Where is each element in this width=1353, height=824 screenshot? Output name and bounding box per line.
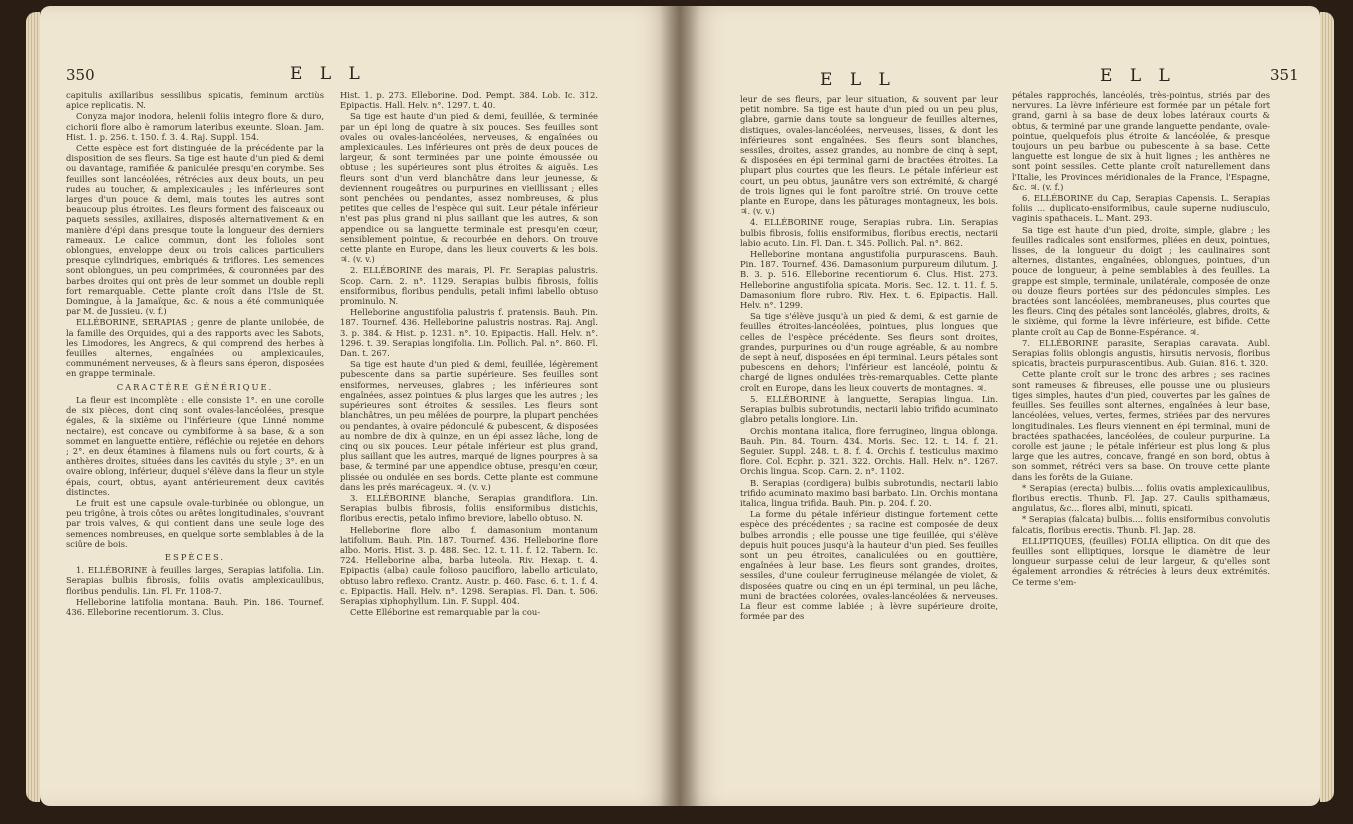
paragraph: Conyza major inodora, helenii foliis integro flore & duro, cichorii flore albo è ramorum lateribus exeunte. Sloan. Jam. Hist. 1. p. 256. t. 150. f. 3. 4. Raj. Suppl. 154.: [66, 111, 324, 142]
paragraph: capitulis axillaribus sessilibus spicatis, feminum arctiùs apice replicatis. N.: [66, 90, 324, 111]
paragraph: Helleborine montana angustifolia purpurascens. Bauh. Pin. 187. Tournef. 436. Damasonium purpureum dilutum. J. B. 3. p. 516. Elleborine recentiorum 6. Clus. Hist. 273. Helleborine angustifolia spicata. Moris. Sec. 12. t. 11. f. 5. Damasonium flore rubro. Riv. Hex. t. 6. Epipactis. Hall. Helv. n°. 1299.: [740, 249, 998, 311]
paragraph: Helleborine latifolia montana. Bauh. Pin. 186. Tournef. 436. Elleborine recentiorum. 3. Clus.: [66, 596, 324, 617]
paragraph: Sa tige est haute d'un pied & demi, feuillée, légèrement pubescente dans sa partie supérieure. Ses feuilles sont ensiformes, nerveuses, glabres ; les inférieures sont engaînées, assez pointues & plus larges que les autres ; les supérieures sont étroites & sessiles. Les fleurs sont blanchâtres, un peu mêlées de pourpre, la plupart penchées ou pendantes, à ovaire pédonculé & pubescent, & disposées au nombre de dix à quinze, en un épi assez lâche, long de cinq ou six pouces. Leur pétale inférieur est plus grand, plus saillant que les autres, marqué de lignes pourpres à sa base, & terminé par une appendice obtuse, presqu'en cœur, plissée ou ondulée en ses bords. Cette plante est commune dans les prés marécageux. ♃. (v. v.): [340, 359, 598, 492]
paragraph: Helleborine angustifolia palustris f. pratensis. Bauh. Pin. 187. Tournef. 436. Helleborine palustris nostras. Raj. Angl. 3. p. 384. & Hist. p. 1231. n°. 10. Epipactis. Hall. Helv. n°. 1296. t. 39. Serapias longifolia. Lin. Pollich. Pal. n°. 860. Fl. Dan. t. 267.: [340, 307, 598, 359]
book-gutter: [660, 6, 700, 806]
species-entry: 1. ELLÉBORINE à feuilles larges, Serapias latifolia. Lin. Serapias bulbis fibrosis, foliis ovatis amplexicaulibus, floribus pendulis. Lin. Fl. Fr. 1108-7.: [66, 565, 324, 596]
section-heading: CARACTÈRE GÉNÉRIQUE.: [116, 381, 274, 392]
paragraph: Helleborine flore albo f. damasonium montanum latifolium. Bauh. Pin. 187. Tournef. 436. Helleborine flore albo. Moris. Hist. 3. p. 488. Sec. 12. t. 11. f. 12. Tabern. Ic. 724. Helleborine alba, barba luteola. Riv. Hexap. t. 4. Epipactis (alba) caule folioso paucifloro, labello articulato, obtuso labro reflexo. Crantz. Austr. p. 460. Fasc. 6. t. 1. f. 4. c. Epipactis. Hall. Helv. n°. 1298. Serapias. Fl. Dan. t. 506. Serapias xiphophyllum. Lin. F. Suppl. 404.: [340, 524, 598, 606]
species-entry: 4. ELLÉBORINE rouge, Serapias rubra. Lin. Serapias bulbis fibrosis, foliis ensiformibus, floribus erectis, nectarii labio acuto. Lin. Fl. Dan. t. 345. Pollich. Pal. n°. 862.: [740, 217, 998, 248]
page-number-left: 350: [66, 66, 95, 84]
paragraph: Cette Elléborine est remarquable par la cou-: [350, 607, 541, 618]
running-head-left: E L L: [290, 64, 366, 84]
section-heading: ESPÈCES.: [164, 551, 226, 562]
right-column-1: [740, 94, 998, 794]
paragraph: Hist. 1. p. 273. Elleborine. Dod. Pempt. 384. Lob. Ic. 312. Epipactis. Hall. Helv. n°. 1297. t. 40.: [340, 90, 598, 111]
paragraph: La forme du pétale inférieur distingue fortement cette espèce des précédentes ; sa racine est composée de deux bulbes arrondis ; elle pousse une tige feuillée, qui s'élève depuis huit pouces jusqu'à la hauteur d'un pied. Ses feuilles sont un peu étroites, canaliculées ou en gouttière, engaînées à leur base. Les fleurs sont grandes, droites, sessiles, d'une couleur ferrugineuse mélangée de violet, & disposées quatre ou cinq en un épi terminal, un peu lâche, muni de bractées colorées, ovales-lancéolées & nerveuses. La fleur est comme labiée ; à lèvre supérieure droite, formée par des: [740, 509, 998, 622]
species-entry: 7. ELLÉBORINE parasite, Serapias caravata. Aubl. Serapias foliis oblongis angustis, hirsutis nervosis, floribus spicatis, bracteis purpurascentibus. Aub. Guian. 816. t. 320.: [1012, 337, 1270, 369]
paragraph: Sa tige est haute d'un pied & demi, feuillée, & terminée par un épi long de quatre à six pouces. Ses feuilles sont ovales ou ovales-lancéolées, nerveuses, & engaînées ou amplexicaules. Les inférieures ont près de deux pouces de largeur, & sont terminées par une pointe émoussée ou obtuse ; les supérieures sont plus étroites & aiguës. Les fleurs sont d'un verd blanchâtre dans leur jeunesse, & deviennent rougeâtres ou purpurines en vieillissant ; elles sont penchées ou pendantes, assez nombreuses, & plus petites que celles de l'espèce qui suit. Leur pétale inférieur n'est pas plus grand ni plus saillant que les autres, & son appendice ou sa languette terminale est presqu'en cœur, sensiblement pointue, & recourbée en dehors. On trouve cette plante en Europe, dans les lieux couverts & les bois. ♃. (v. v.): [340, 111, 598, 265]
paragraph: pétales rapprochés, lancéolés, très-pointus, striés par des nervures. La lèvre inférieure est formée par un pétale fort grand, garni à sa base de deux lobes latéraux courts & obtus, & terminé par une grande languette pendante, ovale-pointue, quelquefois plus étroite & lancéolée, & presque toujours un peu barbue ou pubescente à sa base. Cette languette est longue de six à huit lignes ; les anthères ne sont point sessiles. Cette plante croît naturellement dans l'Italie, les Provinces méridionales de la France, l'Espagne, &c. ♃. (v. f.): [1012, 90, 1270, 192]
paragraph: Sa tige s'élève jusqu'à un pied & demi, & est garnie de feuilles étroites-lancéolées, pointues, plus longues que celles de l'espèce précédente. Ses fleurs sont droites, grandes, purpurines ou d'un rouge agréable, & au nombre de sept à neuf, disposées en épi terminal. Leurs pétales sont pubescens en dehors; l'inférieur est lancéolé, pointu & chargé de lignes ondulées très-remarquables. Cette plante croît en Europe, dans les lieux couverts de montagnes. ♃.: [740, 311, 998, 393]
species-entry: 6. ELLÉBORINE du Cap, Serapias Capensis. L. Serapias foliis ... duplicato-ensiformibus, caule superne nudiusculo, vaginis spathaceis. L. Mant. 293.: [1012, 193, 1270, 224]
paragraph: Orchis montana italica, flore ferrugineo, lingua oblonga. Bauh. Pin. 84. Tourn. 434. Moris. Sec. 12. t. 14. f. 21. Seguier. Suppl. 248. t. 8. f. 4. Orchis f. testiculus maximo flore. Col. Ecphr. p. 321. 322. Orchis. Hall. Helv. n°. 1267. Orchis lingua. Scop. Carn. 2. n°. 1102.: [740, 425, 998, 477]
paragraph: * Serapias (falcata) bulbis.... foliis ensiformibus convolutis falcatis, floribus erectis. Thunb. Fl. Jap. 28.: [1012, 514, 1270, 535]
left-column-1: [66, 90, 324, 790]
species-entry: 3. ELLÉBORINE blanche, Serapias grandiflora. Lin. Serapias bulbis fibrosis, foliis ensiformibus distichis, floribus erectis, petalo infimo breviore, labello obtuso. N.: [340, 492, 598, 524]
paragraph: Cette espèce est fort distinguée de la précédente par la disposition de ses fleurs. Sa tige est haute d'un pied & demi ou davantage, ramifiée & paniculée presqu'en corymbe. Ses feuilles sont lancéolées, rétrécies aux deux bouts, un peu rudes au toucher, & amplexicaules ; les inférieures sont larges d'un pouce & demi, mais toutes les autres sont beaucoup plus étroites. Les fleurs forment des faisceaux ou paquets sessiles, axillaires, disposés alternativement & en manière d'épi dans presque toute la longueur des derniers rameaux. Le calice commun, dont les folioles sont oblongues, enveloppe deux ou trois calices particuliers presque cylindriques, embriqués & triflores. Les semences sont oblongues, un peu comprimées, & couronnées par des barbes droites qui ont près de leur sommet un double repli fort remarquable. Cette plante croît dans l'Isle de St. Domingue, à la Jamaïque, &c. & nous a été communiquée par M. de Jussieu. (v. f.): [66, 143, 324, 317]
species-entry: 5. ELLÉBORINE à languette, Serapias lingua. Lin. Serapias bulbis subrotundis, nectarii labio trifido acuminato glabro petalis longiore. Lin.: [740, 393, 998, 425]
paragraph: Sa tige est haute d'un pied, droite, simple, glabre ; les feuilles radicales sont ensiformes, pliées en deux, pointues, lisses, de la longueur du doigt ; les caulinaires sont alternes, distantes, engaînées, oblongues, pointues, d'un pouce de longueur, à peine semblables à des feuilles. La grappe est simple, terminale, unilatérale, composée de onze ou douze fleurs portées sur des pédoncules simples. Les bractées sont lancéolées, membraneuses, plus courtes que les fleurs. Cinq des pétales sont lancéolés, glabres, droits, & le sixième, qui forme la lèvre inférieure, est bifide. Cette plante croît au Cap de Bonne-Espérance. ♃.: [1012, 224, 1270, 337]
paragraph: * Serapias (erecta) bulbis.... foliis ovatis amplexicaulibus, floribus erectis. Thunb. Fl. Jap. 27. Caulis spithamæus, angulatus, &c... flores albi, minuti, spicati.: [1012, 482, 1270, 514]
entry-ellipitiques: ELLIPTIQUES, (feuilles) FOLIA elliptica. On dit que des feuilles sont elliptiques, lorsque le diamètre de leur longueur surpasse celui de leur largeur, & qu'elles sont également arrondies & rétrécies à leurs deux extrémités. Ce terme s'em-: [1012, 535, 1270, 587]
page-number-right: 351: [1270, 66, 1299, 84]
paragraph: Cette plante croît sur le tronc des arbres ; ses racines sont rameuses & fibreuses, elle pousse une ou plusieurs tiges simples, hautes d'un pied, couvertes par les gaînes de feuilles. Ses feuilles sont alternes, engaînées à leur base, lancéolées, velues, vertes, fermes, striées par des nervures longitudinales. Les fleurs viennent en épi terminal, muni de bractées spathacées, lancéolées, de couleur purpurine. La corolle est jaune ; le pétale inférieur est plus long & plus large que les autres, concave, frangé en son bord, obtus à son sommet, rétréci vers sa base. On trouve cette plante dans les forêts de la Guiane.: [1012, 369, 1270, 482]
page-edges-right: [1320, 12, 1334, 802]
paragraph: Le fruit est une capsule ovale-turbinée ou oblongue, un peu trigône, à trois côtes ou arêtes longitudinales, s'ouvrant par trois valves, & qui contient dans une seule loge des semences nombreuses, en quelque sorte semblables à de la sciûre de bois.: [66, 497, 324, 549]
running-head-right-1: E L L: [820, 70, 896, 90]
page-edges-left: [26, 12, 40, 802]
left-page: [40, 6, 680, 806]
paragraph: La fleur est incomplète : elle consiste 1°. en une corolle de six pièces, dont cinq sont ovales-lancéolées, presque égales, & la sixième ou l'inférieure (que Linné nomme nectaire), est concave ou cymbiforme à sa base, & a son sommet en languette entière, réfléchie ou rejetée en dehors ; 2°. en deux étamines à filamens nuls ou fort courts, & à anthères droites, situées dans les cavités du style ; 3°. en un ovaire oblong, inférieur, duquel s'élève dans la fleur un style épais, court, obtus, ayant antérieurement deux cavités distinctes.: [66, 394, 324, 497]
right-page: [680, 6, 1320, 806]
running-head-right-2: E L L: [1100, 66, 1176, 86]
species-entry: 2. ELLÉBORINE des marais, Pl. Fr. Serapias palustris. Scop. Carn. 2. n°. 1129. Serapias bulbis fibrosis, foliis ensiformibus, floribus pendulis, petali infimi labello obtuso prominulo. N.: [340, 265, 598, 307]
left-column-2: [340, 90, 598, 790]
right-column-2: [1012, 90, 1270, 790]
paragraph: leur de ses fleurs, par leur situation, & souvent par leur petit nombre. Sa tige est haute d'un pied ou un peu plus, glabre, garnie dans toute sa longueur de feuilles alternes, distiques, ovales-lancéolées, nerveuses, lisses, & dont les inférieures sont engaînées. Ses fleurs sont blanches, sessiles, droites, assez grandes, au nombre de cinq à sept, & disposées en épi terminal garni de bractées étroites. La plupart plus courtes que les fleurs. Le pétale inférieur est court, un peu obtus, jaunâtre vers son extrémité, & chargé de trois lignes qui le font paroître strié. On trouve cette plante en Europe, dans les pâturages montagneux, les bois. ♃. (v. v.): [740, 94, 998, 217]
open-book: [12, 6, 1342, 818]
paragraph: B. Serapias (cordigera) bulbis subrotundis, nectarii labio trifido acuminato maximo basi barbato. Lin. Orchis montana italica, lingua trifida. Bauh. Pin. p. 204. f. 20.: [740, 477, 998, 508]
genus-entry: ELLÉBORINE, SERAPIAS ; genre de plante unilobée, de la famille des Orquides, qui a des rapports avec les Sabots, les Limodores, les Angrecs, & qui comprend des herbes à feuilles alternes, engaînées ou amplexicaules, communément nerveuses, & à fleurs sans éperon, disposées en grappe terminale.: [66, 317, 324, 379]
